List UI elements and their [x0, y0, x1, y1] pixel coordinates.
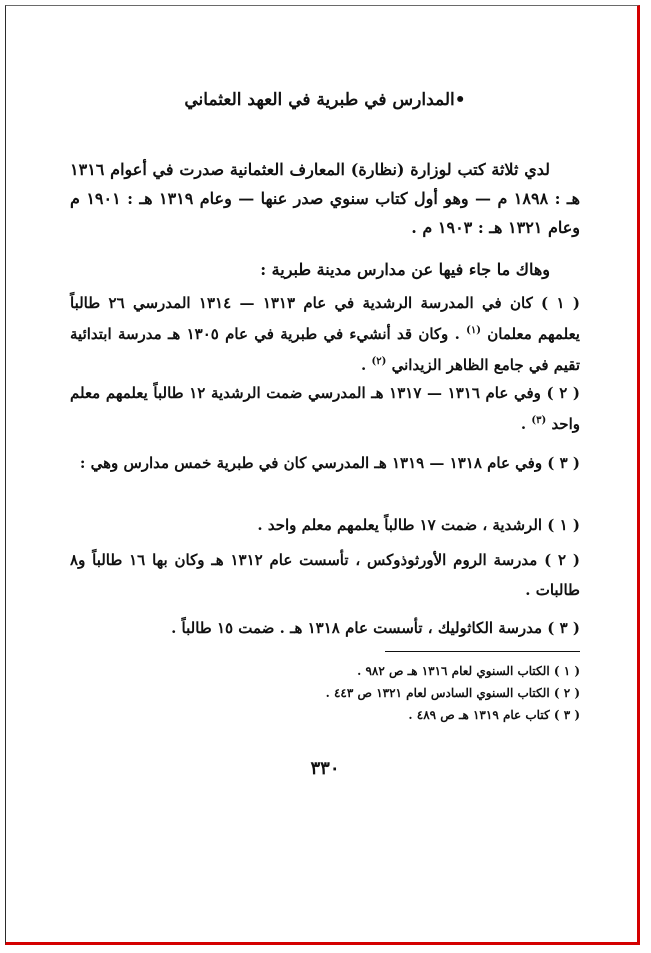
footnotes: [70, 660, 580, 726]
footnote-ref-1: (١): [466, 325, 481, 336]
list-item-1-end: .: [361, 356, 367, 374]
list-item-2-end: .: [520, 415, 527, 433]
page-number: ٣٣٠: [310, 758, 340, 779]
list-item-2-text: ( ٢ ) وفي عام ١٣١٦ — ١٣١٧ هـ المدرسي ضمت الرشدية ١٢ طالباً يعلمهم معلم واحد: [70, 384, 580, 433]
list-item-1-text-2: . وكان قد أنشيء في طبرية في عام ١٣٠٥ هـ مدرسة ابتدائية تقيم في جامع الظاهر الزيداني: [70, 325, 580, 374]
school-item-2: ( ٢ ) مدرسة الروم الأورثوذوكس ، تأسست عام ١٣١٢ هـ وكان بها ١٦ طالباً و٨ طالبات .: [70, 551, 580, 599]
lead-paragraph: وهاك ما جاء فيها عن مدارس مدينة طبرية :: [260, 260, 550, 279]
footnote-ref-3: (٣): [531, 415, 547, 426]
document-page: [70, 0, 580, 953]
footnote-ref-2: (٢): [371, 356, 387, 367]
list-item-1: [70, 290, 580, 379]
footnote-3: ( ٣ ) كتاب عام ١٣١٩ هـ ص ٤٨٩ .: [408, 708, 580, 722]
intro-paragraph: لدي ثلاثة كتب لوزارة (نظارة) المعارف العثمانية صدرت في أعوام ١٣١٦ هـ : ١٨٩٨ م — وهو أول كتاب سنوي صدر عنها — وعام ١٣١٩ هـ : ١٩٠١ م وعام ١٣٢١ هـ : ١٩٠٣ م .: [70, 160, 581, 237]
page-heading: •المدارس في طبرية في العهد العثماني: [184, 90, 466, 110]
list-item-2: [70, 380, 580, 438]
school-item-1: ( ١ ) الرشدية ، ضمت ١٧ طالباً يعلمهم معلم واحد .: [257, 516, 580, 534]
footnote-divider: [385, 651, 580, 652]
list-item-1-text: ( ١ ) كان في المدرسة الرشدية في عام ١٣١٣ — ١٣١٤ المدرسي ٢٦ طالباً يعلمهم معلمان: [70, 294, 580, 343]
school-item-3: ( ٣ ) مدرسة الكاثوليك ، تأسست عام ١٣١٨ هـ . ضمت ١٥ طالباً .: [171, 619, 580, 637]
list-item-3: ( ٣ ) وفي عام ١٣١٨ — ١٣١٩ هـ المدرسي كان في طبرية خمس مدارس وهي :: [79, 454, 580, 472]
footnote-1: ( ١ ) الكتاب السنوي لعام ١٣١٦ هـ ص ٩٨٢ .: [357, 664, 580, 678]
footnote-2: ( ٢ ) الكتاب السنوي السادس لعام ١٣٢١ ص ٤٤٣ .: [325, 686, 580, 700]
